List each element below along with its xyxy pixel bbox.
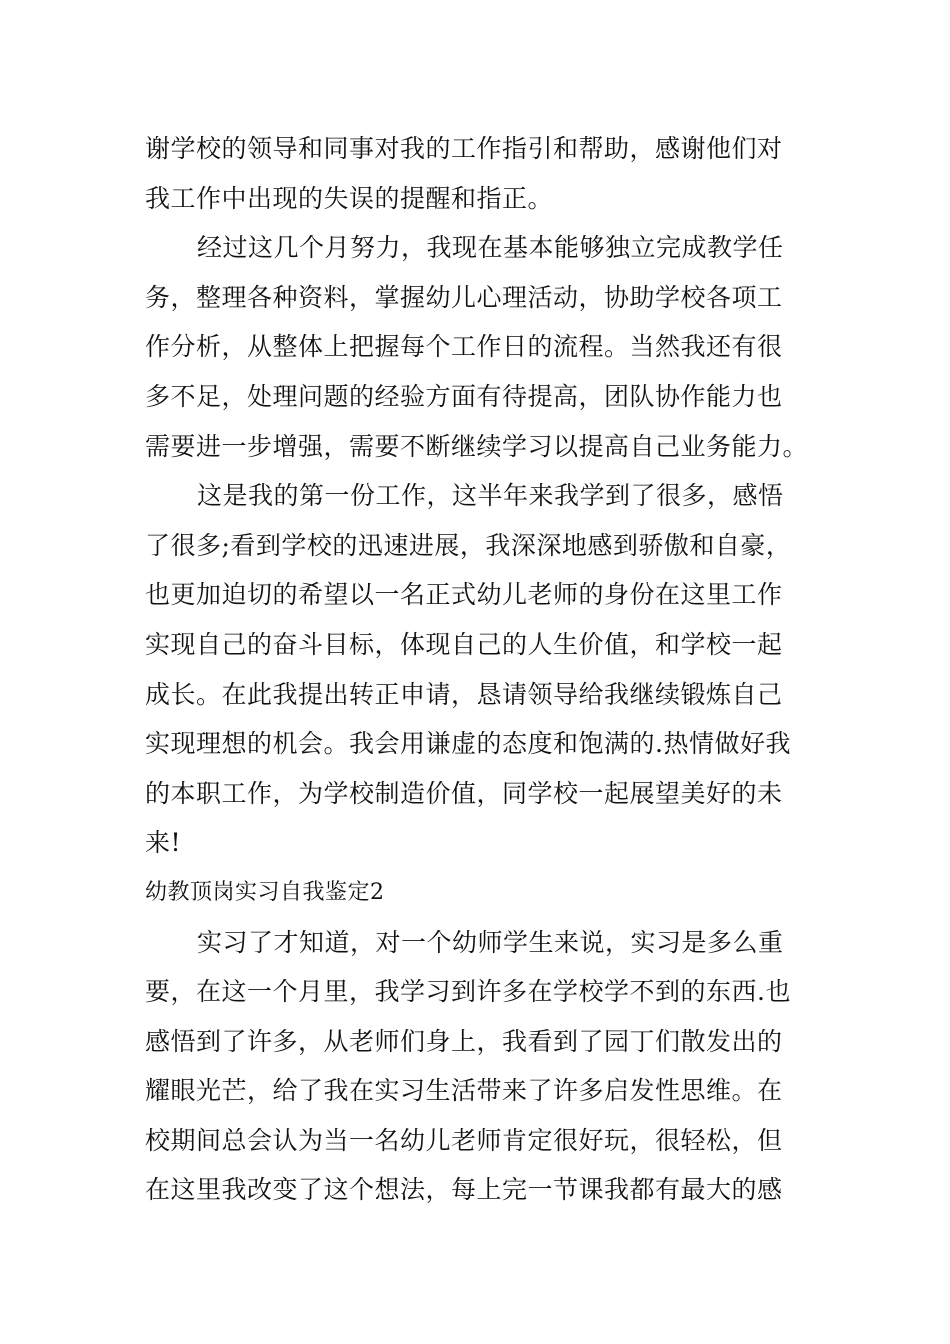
text-line: 实现自己的奋斗目标，体现自己的人生价值，和学校一起: [145, 629, 783, 659]
text-line: 在这里我改变了这个想法，每上完一节课我都有最大的感: [145, 1175, 783, 1205]
paragraph-gratitude: [145, 124, 805, 223]
text-line: 实现理想的机会。我会用谦虚的态度和饱满的.热情做好我: [145, 729, 791, 759]
text-line: 成长。在此我提出转正申请，恳请领导给我继续锻炼自己: [145, 679, 783, 709]
document-page: [145, 124, 809, 1215]
text-line: 务，整理各种资料，掌握幼儿心理活动，协助学校各项工: [145, 282, 783, 312]
text-line: 来!: [145, 828, 182, 858]
text-line: 需要进一步增强，需要不断继续学习以提高自己业务能力。: [145, 431, 809, 461]
text-line: 也更加迫切的希望以一名正式幼儿老师的身份在这里工作: [145, 580, 783, 610]
paragraph-internship: [145, 918, 805, 1216]
text-line: 经过这几个月努力，我现在基本能够独立完成教学任: [197, 233, 784, 263]
text-line: 的本职工作，为学校制造价值，同学校一起展望美好的未: [145, 778, 783, 808]
text-line: 这是我的第一份工作，这半年来我学到了很多，感悟: [197, 481, 784, 511]
text-line: 作分析，从整体上把握每个工作日的流程。当然我还有很: [145, 332, 783, 362]
text-line: 耀眼光芒，给了我在实习生活带来了许多启发性思维。在: [145, 1076, 783, 1106]
text-line: 谢学校的领导和同事对我的工作指引和帮助，感谢他们对: [145, 134, 783, 163]
section-title: 幼教顶岗实习自我鉴定2: [145, 879, 385, 905]
paragraph-progress: [145, 223, 809, 471]
text-line: 校期间总会认为当一名幼儿老师肯定很好玩，很轻松，但: [145, 1125, 783, 1155]
text-line: 感悟到了许多，从老师们身上，我看到了园丁们散发出的: [145, 1026, 783, 1056]
text-line: 要，在这一个月里，我学习到许多在学校学不到的东西.也: [145, 977, 791, 1007]
text-line: 了很多;看到学校的迅速进展，我深深地感到骄傲和自豪，: [145, 530, 792, 560]
text-line: 多不足，处理问题的经验方面有待提高，团队协作能力也: [145, 381, 783, 411]
paragraph-application: [145, 471, 805, 868]
text-line: 实习了才知道，对一个幼师学生来说，实习是多么重: [197, 927, 784, 957]
text-line: 我工作中出现的失误的提醒和指正。: [145, 183, 554, 213]
